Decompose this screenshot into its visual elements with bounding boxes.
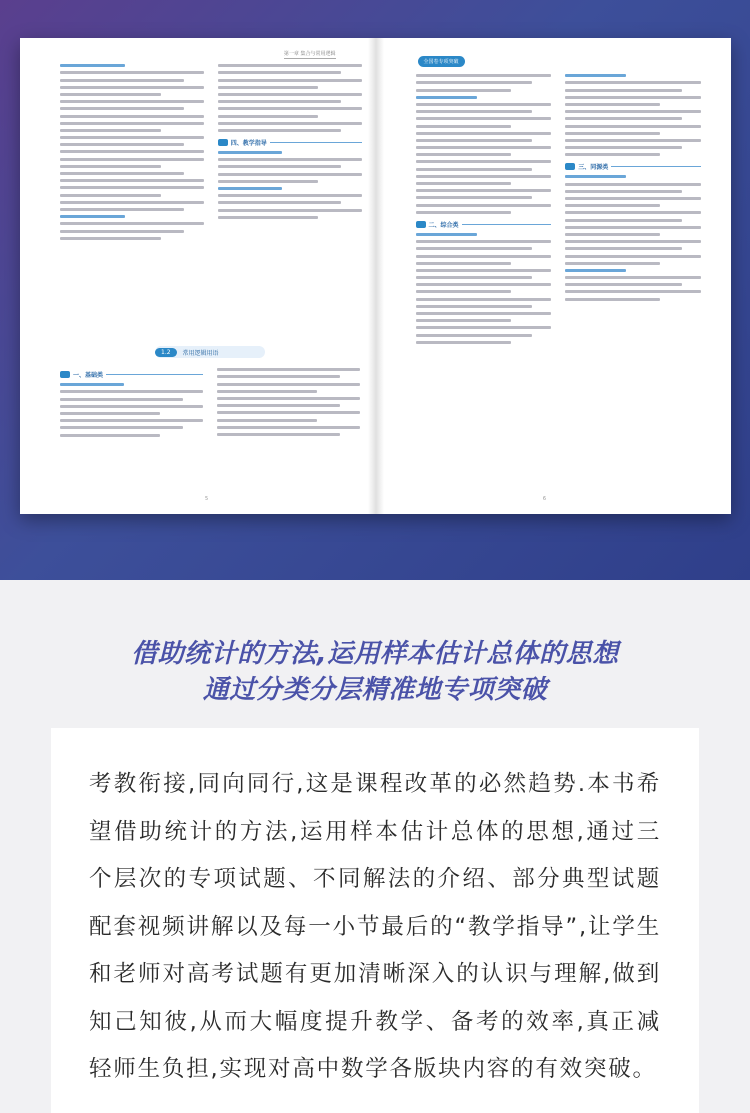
section-icon (60, 371, 70, 378)
section-icon (218, 139, 228, 146)
left-page-header: 第一章 集合与常用逻辑 (283, 51, 336, 57)
description-text: 考教衔接,同向同行,这是课程改革的必然趋势.本书希望借助统计的方法,运用样本估计总体的思想,通过三个层次的专项试题、不同解法的介绍、部分典型试题配套视频讲解以及每一小节最后的“教学指导”,让学生和老师对高考试题有更加清晰深入的认识与理解,做到知己知彼,从而大幅度提升教学、备考的效率,真正减轻师生负担,实现对高中数学各版块内容的有效突破。 (89, 771, 661, 1082)
section-same-source: 三、同源类 (565, 162, 701, 171)
headline-line-2: 通过分类分层精准地专项突破 (202, 675, 548, 705)
open-book-image (20, 38, 731, 514)
chapter-title: 1.2 常用逻辑用语 (155, 346, 265, 358)
right-page-number: 6 (542, 496, 546, 502)
section-icon (416, 221, 426, 228)
headline (0, 636, 750, 708)
book-left-page (20, 38, 376, 514)
description-card (51, 728, 699, 1113)
section-teaching-guide: 四、教学指导 (218, 138, 362, 147)
headline-line-1: 借助统计的方法,运用样本估计总体的思想 (131, 639, 619, 669)
right-page-badge: 全国卷专项突破 (418, 56, 465, 67)
book-right-page (376, 38, 732, 514)
section-comprehensive: 二、综合类 (416, 220, 552, 229)
book-spine (368, 38, 384, 514)
left-page-number: 5 (205, 496, 209, 502)
section-basic: 一、基础类 (60, 370, 203, 379)
section-icon (565, 163, 575, 170)
